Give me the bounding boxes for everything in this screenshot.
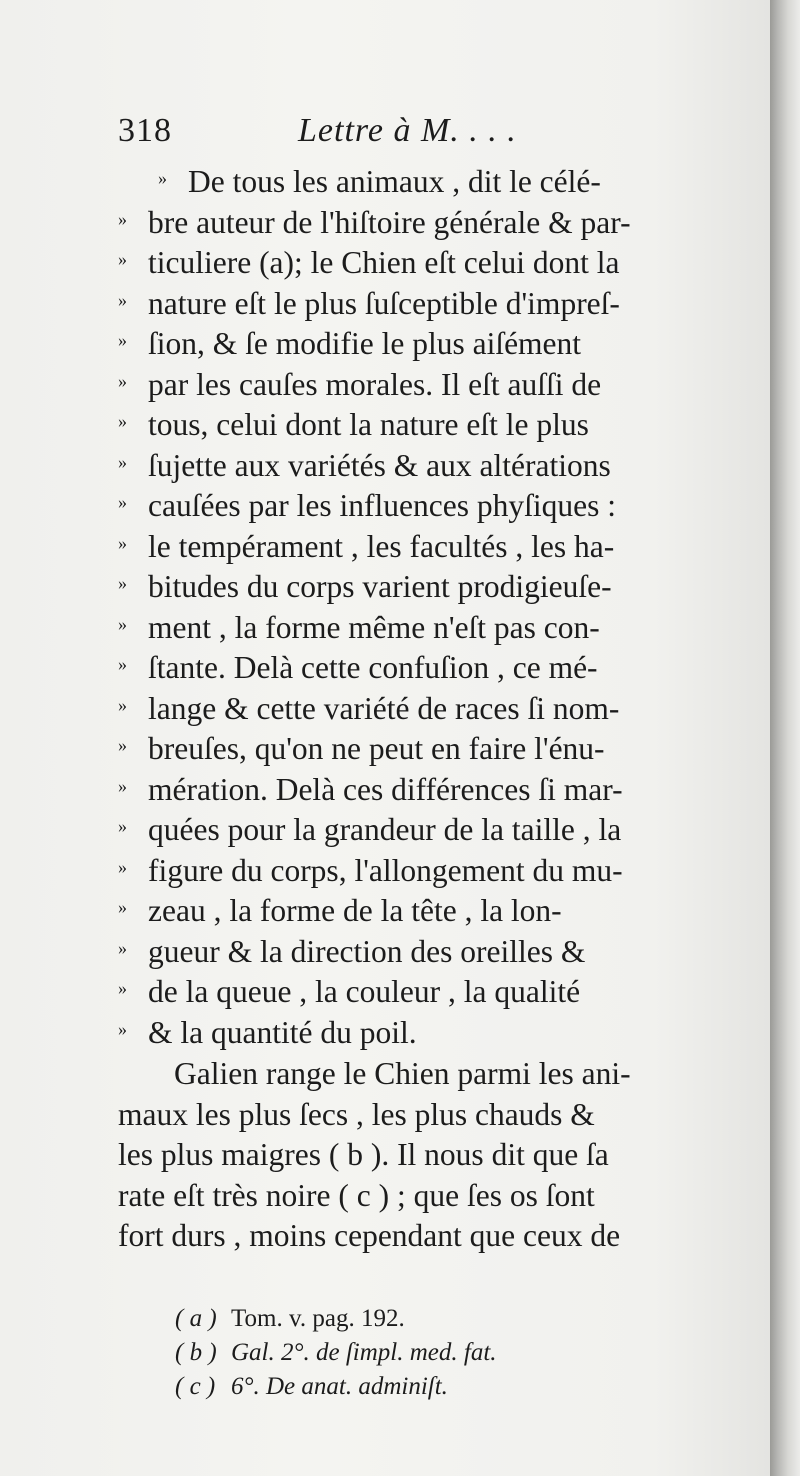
quote-mark: » xyxy=(118,249,127,269)
quoted-line: » quées pour la grandeur de la taille , la xyxy=(118,806,738,847)
quoted-line: » tous, celui dont la nature eſt le plus xyxy=(118,401,738,442)
quote-mark: » xyxy=(118,613,127,634)
footnote xyxy=(175,1370,735,1404)
paragraph-line: maux les plus ſecs , les plus chauds & xyxy=(118,1096,595,1132)
footnote-text: Tom. v. pag. 192. xyxy=(231,1305,405,1332)
footnote-mark: ( a ) xyxy=(175,1305,217,1332)
running-head: Lettre à M. . . . xyxy=(298,112,517,149)
body-text xyxy=(118,158,738,1257)
footnote xyxy=(175,1302,735,1336)
quoted-line: » nature eſt le plus ſuſceptible d'impreſ- xyxy=(118,280,738,321)
footnotes xyxy=(175,1302,735,1404)
paragraph-line: Galien range le Chien parmi les ani- xyxy=(174,1056,631,1091)
quote-mark: » xyxy=(118,937,127,958)
paragraph-line: fort durs , moins cependant que ceux de xyxy=(118,1218,621,1253)
quote-mark: » xyxy=(118,411,127,431)
quoted-line: » de la queue , la couleur , la qualité xyxy=(118,968,738,1009)
quote-mark: » xyxy=(118,775,127,796)
quote-mark: » xyxy=(118,532,127,553)
quoted-line: » zeau , la forme de la tête , la lon- xyxy=(118,887,738,928)
quote-mark: » xyxy=(118,451,127,472)
quote-mark: » xyxy=(118,208,127,229)
quoted-line: » cauſées par les influences phyſiques : xyxy=(118,482,738,523)
quoted-line: » mération. Delà ces différences ſi mar- xyxy=(118,766,738,807)
paragraph-line: rate eſt très noire ( c ) ; que ſes os ſont xyxy=(118,1177,595,1213)
quoted-line: » & la quantité du poil. xyxy=(118,1009,738,1050)
quoted-line: » le tempérament , les facultés , les ha- xyxy=(118,523,738,564)
footnote-mark: ( b ) xyxy=(175,1339,217,1366)
quote-mark: » xyxy=(118,492,127,512)
quote-mark: » xyxy=(118,897,127,917)
quote-mark: » xyxy=(118,856,127,877)
footnote-text: 6°. De anat. adminiſt. xyxy=(231,1373,448,1400)
page-edge-shadow xyxy=(770,0,800,1476)
quote-mark: » xyxy=(118,735,127,755)
quoted-line: » bitudes du corps varient prodigieuſe- xyxy=(118,563,738,604)
quoted-line: » ment , la forme même n'eſt pas con- xyxy=(118,604,738,645)
quoted-line: » lange & cette variété de races ſi nom- xyxy=(118,685,738,726)
quote-mark: » xyxy=(118,370,127,391)
quote-mark: » xyxy=(118,1018,127,1039)
paragraph-line: les plus maigres ( b ). Il nous dit que ſa xyxy=(118,1137,609,1172)
quote-mark: » xyxy=(118,978,127,998)
page-number: 318 xyxy=(118,112,172,149)
quoted-line: » ſujette aux variétés & aux altérations xyxy=(118,442,738,483)
quote-mark: » xyxy=(118,816,127,836)
quoted-line: » bre auteur de l'hiſtoire générale & par- xyxy=(118,199,738,240)
quoted-line: » breuſes, qu'on ne peut en faire l'énu- xyxy=(118,725,738,766)
quoted-line: » De tous les animaux , dit le célé- xyxy=(118,158,738,199)
quote-mark: » xyxy=(118,289,127,310)
quoted-line: » figure du corps, l'allongement du mu- xyxy=(118,847,738,888)
quoted-line: » ſion, & ſe modifie le plus aiſément xyxy=(118,320,738,361)
quoted-line: » par les cauſes morales. Il eſt auſſi de xyxy=(118,361,738,402)
quoted-line: » gueur & la direction des oreilles & xyxy=(118,928,738,969)
quote-mark: » xyxy=(158,168,167,188)
quote-mark: » xyxy=(118,654,127,674)
quote-mark: » xyxy=(118,573,127,593)
quote-mark: » xyxy=(118,330,127,350)
quoted-line: » ſtante. Delà cette confuſion , ce mé- xyxy=(118,644,738,685)
footnote xyxy=(175,1336,735,1370)
page-header xyxy=(118,112,738,156)
quoted-line: » ticuliere (a); le Chien eſt celui dont la xyxy=(118,239,738,280)
footnote-text: Gal. 2°. de ſimpl. med. fat. xyxy=(231,1339,497,1366)
footnote-mark: ( c ) xyxy=(175,1373,216,1400)
quote-mark: » xyxy=(118,694,127,715)
